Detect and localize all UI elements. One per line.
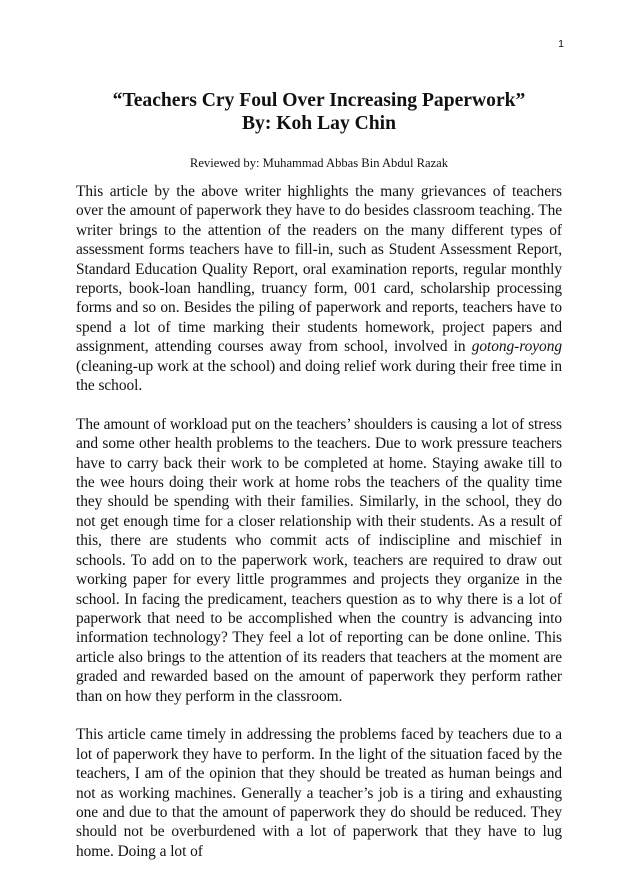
page-number: 1 xyxy=(558,38,564,50)
paragraph-1-text-a: This article by the above writer highlights the many grievances of teachers over the amount of paperwork they have to do besides classroom teaching. The writer brings to the attention of the readers on the many different types of assessment forms teachers have to fill-in, such as Student Assessment Report, Standard Education Quality Report, oral examination reports, regular monthly reports, book-loan handling, truancy form, 001 card, scholarship processing forms and so on. Besides the piling of paperwork and reports, teachers have to spend a lot of time marking their students homework, project papers and assignment, attending courses away from school, involved in xyxy=(76,183,562,356)
article-title xyxy=(76,89,562,135)
paragraph-1 xyxy=(76,182,562,395)
paragraph-2: The amount of workload put on the teachers’ shoulders is causing a lot of stress and some other health problems to the teachers. Due to work pressure teachers have to carry back their work to be completed at home. Staying awake till to the wee hours doing their work at home robs the teachers of the quality time they should be spending with their families. Similarly, in the school, they do not get enough time for a closer relationship with their students. As a result of this, there are students who commit acts of indiscipline and mischief in schools. To add on to the paperwork work, teachers are required to draw out working paper for every little programmes and projects they organize in the school. In facing the predicament, teachers question as to why there is a lot of paperwork that need to be accomplished when the country is advancing into information technology? They feel a lot of reporting can be done online. This article also brings to the attention of its readers that teachers at the moment are graded and rewarded based on the amount of paperwork they perform rather than on how they perform in the classroom. xyxy=(76,415,562,705)
paragraph-1-italic-term: gotong-royong xyxy=(471,338,562,356)
title-line-1: “Teachers Cry Foul Over Increasing Paperwork” xyxy=(112,90,526,111)
paragraph-3: This article came timely in addressing the problems faced by teachers due to a lot of paperwork they have to perform. In the light of the situation faced by the teachers, I am of the opinion that they should be treated as human beings and not as working machines. Generally a teacher’s job is a tiring and exhausting one and due to that the amount of paperwork they do should be reduced. They should not be overburdened with a lot of paperwork that they have to lug home. Doing a lot of xyxy=(76,726,562,860)
paragraph-1-text-b: (cleaning-up work at the school) and doing relief work during their free time in the school. xyxy=(76,357,562,395)
document-body xyxy=(76,89,562,881)
reviewer-line: Reviewed by: Muhammad Abbas Bin Abdul Razak xyxy=(189,156,449,170)
title-line-2: By: Koh Lay Chin xyxy=(241,113,397,134)
